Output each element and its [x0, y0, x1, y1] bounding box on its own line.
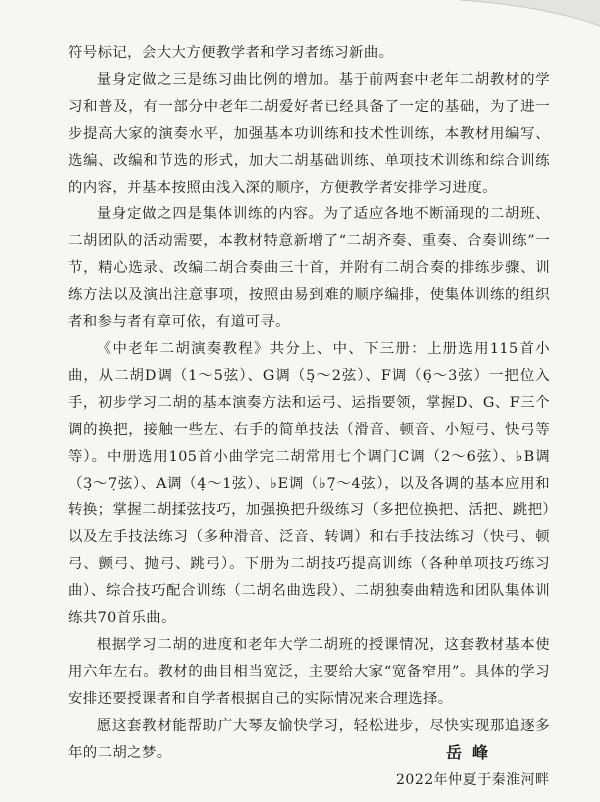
date-place-line: 2022年仲夏于秦淮河畔: [396, 772, 550, 788]
paragraph-3: 量身定做之四是集体训练的内容。为了适应各地不断涌现的二胡班、二胡团队的活动需要，本教材特意新增了“二胡齐奏、重奏、合奏训练”一节，精心选录、改编二胡合奏曲三十首，并附有二胡合奏的排练步骤、训练方法以及演出注意事项，按照由易到难的顺序编排，使集体训练的组织者和参与者有章可依，有道可寻。: [68, 206, 550, 331]
preface-body: [68, 40, 550, 766]
author-signature: 岳峰: [446, 743, 499, 762]
paragraph-2: 量身定做之三是练习曲比例的增加。基于前两套中老年二胡教材的学习和普及，有一部分中老年二胡爱好者已经具备了一定的基础，为了进一步提高大家的演奏水平，加强基本功训练和技术性训练，本教材用编写、选编、改编和节选的形式，加大二胡基础训练、单项技术训练和综合训练的内容，并基本按照由浅入深的顺序，方便教学者安排学习进度。: [68, 71, 550, 196]
paragraph-6: 愿这套教材能帮助广大琴友愉快学习，轻松进步，尽快实现那追逐多年的二胡之梦。: [68, 717, 550, 761]
paragraph-5: 根据学习二胡的进度和老年大学二胡班的授课情况，这套教材基本使用六年左右。教材的曲目相当宽泛，主要给大家“宽备窄用”。具体的学习安排还要授课者和自学者根据自己的实际情况来合理选择。: [68, 636, 550, 707]
paragraph-4: 《中老年二胡演奏教程》共分上、中、下三册：上册选用115首小曲，从二胡D调（1～5弦）、G调（5̣～2弦）、F调（6̣～3弦）一把位入手，初步学习二胡的基本演奏方法和运弓、运指要领，掌握D、G、F三个调的换把，接触一些左、右手的简单技法（滑音、顿音、小短弓、快弓等等）。中册选用105首小曲学完二胡常用七个调门C调（2～6弦）、♭B调（3̣～7̣弦）、A调（4̣～1弦）、♭E调（♭7̣～4弦），以及各调的基本应用和转换；掌握二胡揉弦技巧，加强换把升级练习（多把位换把、活把、跳把）以及左手技法练习（多种滑音、泛音、转调）和右手技法练习（快弓、顿弓、颤弓、抛弓、跳弓）。下册为二胡技巧提高训练（各种单项技巧练习曲）、综合技巧配合训练（二胡名曲选段）、二胡独奏曲精选和团队集体训练共70首乐曲。: [68, 340, 550, 627]
paragraph-1: 符号标记，会大大方便教学者和学习者练习新曲。: [68, 45, 394, 61]
page-corner-curl: [450, 0, 600, 28]
